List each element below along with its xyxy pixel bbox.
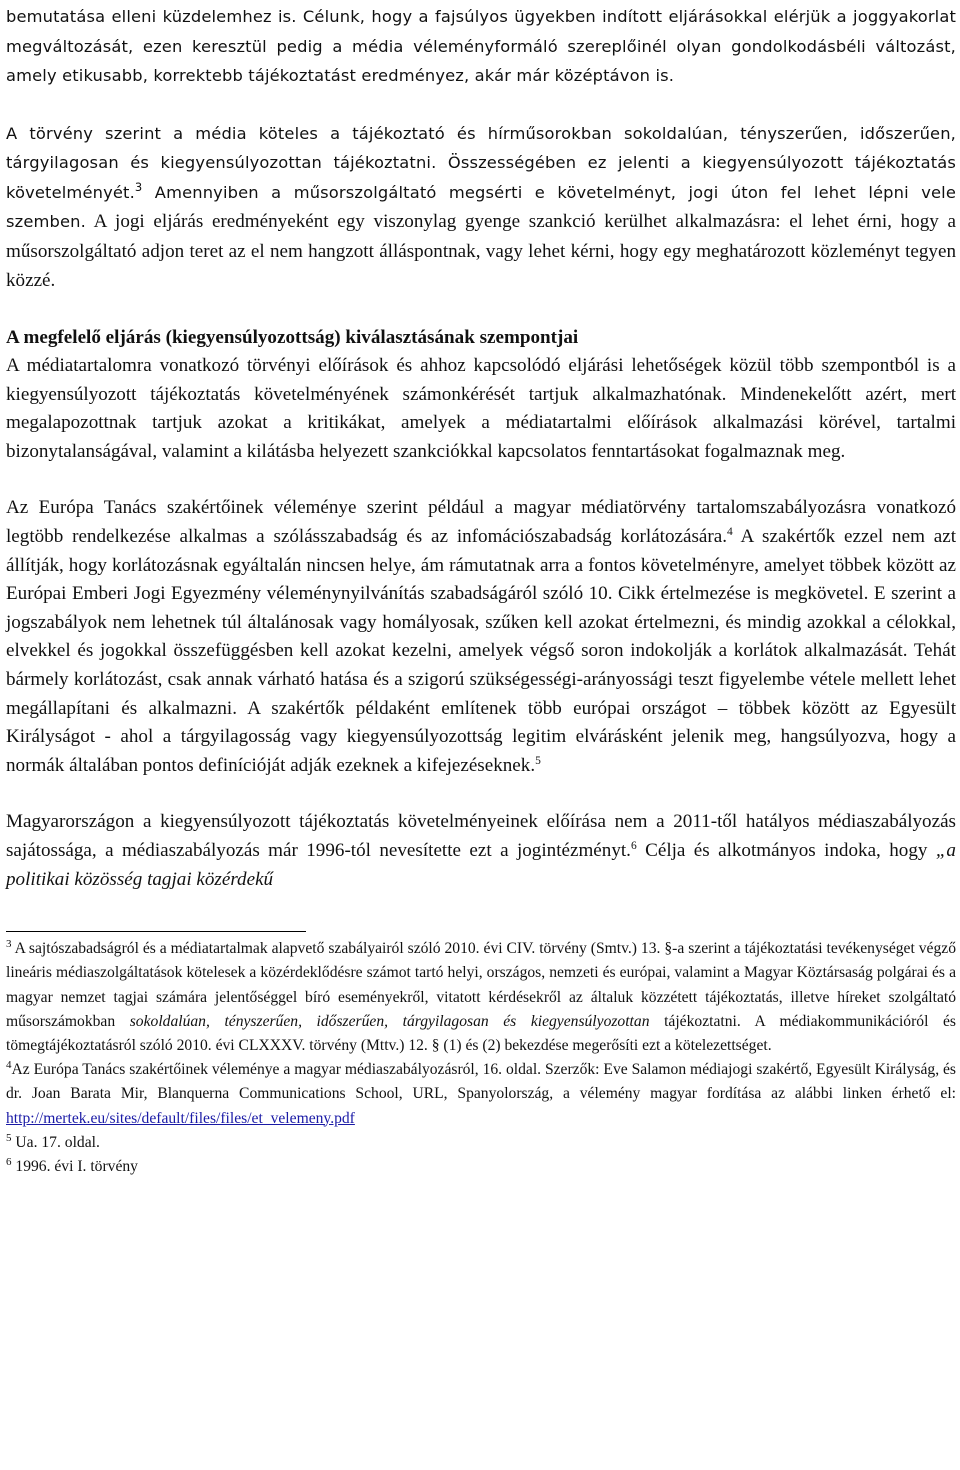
footnote-5-number: 5: [6, 1131, 12, 1144]
footnote-6-number: 6: [6, 1156, 12, 1169]
footnote-4-number: 4: [6, 1059, 12, 1072]
paragraph-intro-text: bemutatása elleni küzdelemhez is. Célunk, hogy a fajsúlyos ügyekben indított eljárásokkal elérjük a joggyakorlat megváltozását, ezen keresztül pedig a média véleményformáló szereplőinél olyan gondolkodásbéli változást, amely etikusabb, korrektebb tájékoztatást eredményez, akár már középtávon is.: [6, 7, 956, 85]
paragraph-hungary-text-a: Magyarországon a kiegyensúlyozott tájékoztatás követelményeinek előírása nem a 2011-től hatályos médiaszabályozás sajátossága, a médiaszabályozás már 1996-tól nevesítette ezt a jogintézményt.: [6, 811, 956, 861]
paragraph-gap: [6, 296, 956, 324]
footnote-ref-4[interactable]: 4: [727, 526, 733, 539]
footnote-ref-6[interactable]: 6: [630, 840, 637, 852]
paragraph-hungary-text-b: Célja és alkotmányos indoka, hogy: [636, 840, 936, 861]
paragraph-council-text-b: A szakértők ezzel nem azt állítják, hogy korlátozásnak egyáltalán nincsen helye, ám rámutatnak arra a fontos követelményre, amelyet többek között az Európai Emberi Jogi Egyezmény véleménynyilvánítás szabadságáról szóló 10. Cikk értelmezése is megkövetel. E szerint a jogszabályok nem lehetnek túl általánosak vagy homályosak, szűken kell azokat értelmezni, és mindig azokkal a célokkal, elvekkel és jogokkal összefüggésben kell azokat kezelni, amelyek végső soron indokolják a korlátok alkalmazását. Tehát bármely korlátozást, csak annak várható hatása és a szigorú szükségességi-arányossági teszt figyelembe vétele mellett lehet megállapítani és alkalmazni. A szakértők példaként említenek több európai országot – többek között az Egyesült Királyságot - ahol a tárgyilagosság vagy kiegyensúlyozottság legitim elvárásként jelenik meg, hangsúlyozva, hogy a normák általában pontos definícióját adják ezeknek a kifejezéseknek.: [6, 526, 956, 776]
document-page: [6, 2, 956, 1179]
footnote-5: [6, 1131, 956, 1155]
footnote-3: [6, 937, 956, 1058]
paragraph-law-text-b: Amennyiben a műsorszolgáltató megsérti e követelményt, jogi úton fel lehet lépni vele szemben.: [6, 182, 956, 231]
footnote-6: [6, 1155, 956, 1179]
paragraph-intro: [6, 2, 956, 91]
paragraph-hungary: [6, 808, 956, 894]
footnote-5-text: Ua. 17. oldal.: [11, 1133, 100, 1151]
footnote-3-text-a: A sajtószabadságról és a médiatartalmak alapvető szabályairól szóló 2010. évi CIV. törvény (Smtv.) 13. §-a szerint a tájékoztatási tevékenységet végző lineáris médiaszolgáltatások kötelesek a közérdeklődésre számot tartó helyi, országos, nemzeti és európai, valamint a Magyar Köztársaság polgárai és a magyar nemzet tagjai számára jelentőséggel bíró eseményekről, vitatott kérdésekről az általuk közzétett tájékoztatás, illetve híreket szolgáltató műsorszámokban: [6, 940, 956, 1030]
paragraph-law-text-a: A törvény szerint a média köteles a tájékoztató és hírműsorokban sokoldalúan, tényszerűen, időszerűen, tárgyilagosan és kiegyensúlyozottan tájékoztatni. Összességében ez jelenti a kiegyensúlyozott tájékoztatás követelményét.: [6, 123, 956, 202]
footnote-4: [6, 1058, 956, 1131]
paragraph-hungary-quote: „a politikai közösség tagjai közérdekű: [6, 840, 956, 890]
footnotes: [6, 937, 956, 1179]
footnote-4-link[interactable]: http://mertek.eu/sites/default/files/files/et_velemeny.pdf: [6, 1109, 355, 1127]
paragraph-council: [6, 494, 956, 780]
footnote-6-text: 1996. évi I. törvény: [11, 1158, 138, 1176]
paragraph-criteria: [6, 352, 956, 466]
paragraph-law: [6, 119, 956, 296]
footnote-4-text: Az Európa Tanács szakértőinek véleménye a magyar médiaszabályozásról, 16. oldal. Szerzők: Eve Salamon médiajogi szakértő, Egyesült Királyság, és dr. Joan Barata Mir, Blanquerna Communications School, URL, Spanyolország, a vélemény magyar fordítása az alábbi linken érhető el:: [6, 1061, 956, 1103]
paragraph-gap: [6, 780, 956, 808]
footnote-separator: [6, 931, 306, 932]
footnote-3-number: 3: [6, 938, 12, 951]
paragraph-gap: [6, 91, 956, 119]
footnote-3-text-b: tájékoztatni. A médiakommunikációról és tömegtájékoztatásról szóló 2010. évi CLXXXV. törvény (Mttv.) 12. § (1) és (2) bekezdése megerősíti ezt a kötelezettséget.: [6, 1012, 956, 1054]
paragraph-criteria-text: A médiatartalomra vonatkozó törvényi előírások és ahhoz kapcsolódó eljárási lehetőségek közül több szempontból is a kiegyensúlyozott tájékoztatás követelményének számonkérését tartjuk alkalmazhatónak. Mindenekelőtt azért, mert megalapozottnak tartjuk azokat a kritikákat, amelyek a médiatartalmi előírások alkalmazási körével, tartalmi bizonytalanságával, valamint a kilátásba helyezett szankciókkal kapcsolatos fenntartásokat fogalmaznak meg.: [6, 355, 956, 462]
paragraph-council-text-a: Az Európa Tanács szakértőinek véleménye szerint például a magyar médiatörvény tartalomszabályozásra vonatkozó legtöbb rendelkezése alkalmas a szólásszabadság és az infomációszabadság korlátozására.: [6, 497, 956, 548]
paragraph-gap: [6, 466, 956, 494]
footnote-ref-5[interactable]: 5: [535, 754, 541, 767]
section-heading: A megfelelő eljárás (kiegyensúlyozottság) kiválasztásának szempontjai: [6, 326, 579, 348]
footnote-3-italic: sokoldalúan, tényszerűen, időszerűen, tárgyilagosan és kiegyensúlyozottan: [129, 1012, 650, 1030]
footnote-ref-3[interactable]: 3: [134, 179, 143, 194]
paragraph-law-text-c: A jogi eljárás eredményeként egy viszonylag gyenge szankció kerülhet alkalmazásra: el lehet érni, hogy a műsorszolgáltató adjon teret az el nem hangzott álláspontnak, vagy lehet kérni, hogy egy meghatározott közleményt tegyen közzé.: [6, 211, 956, 291]
